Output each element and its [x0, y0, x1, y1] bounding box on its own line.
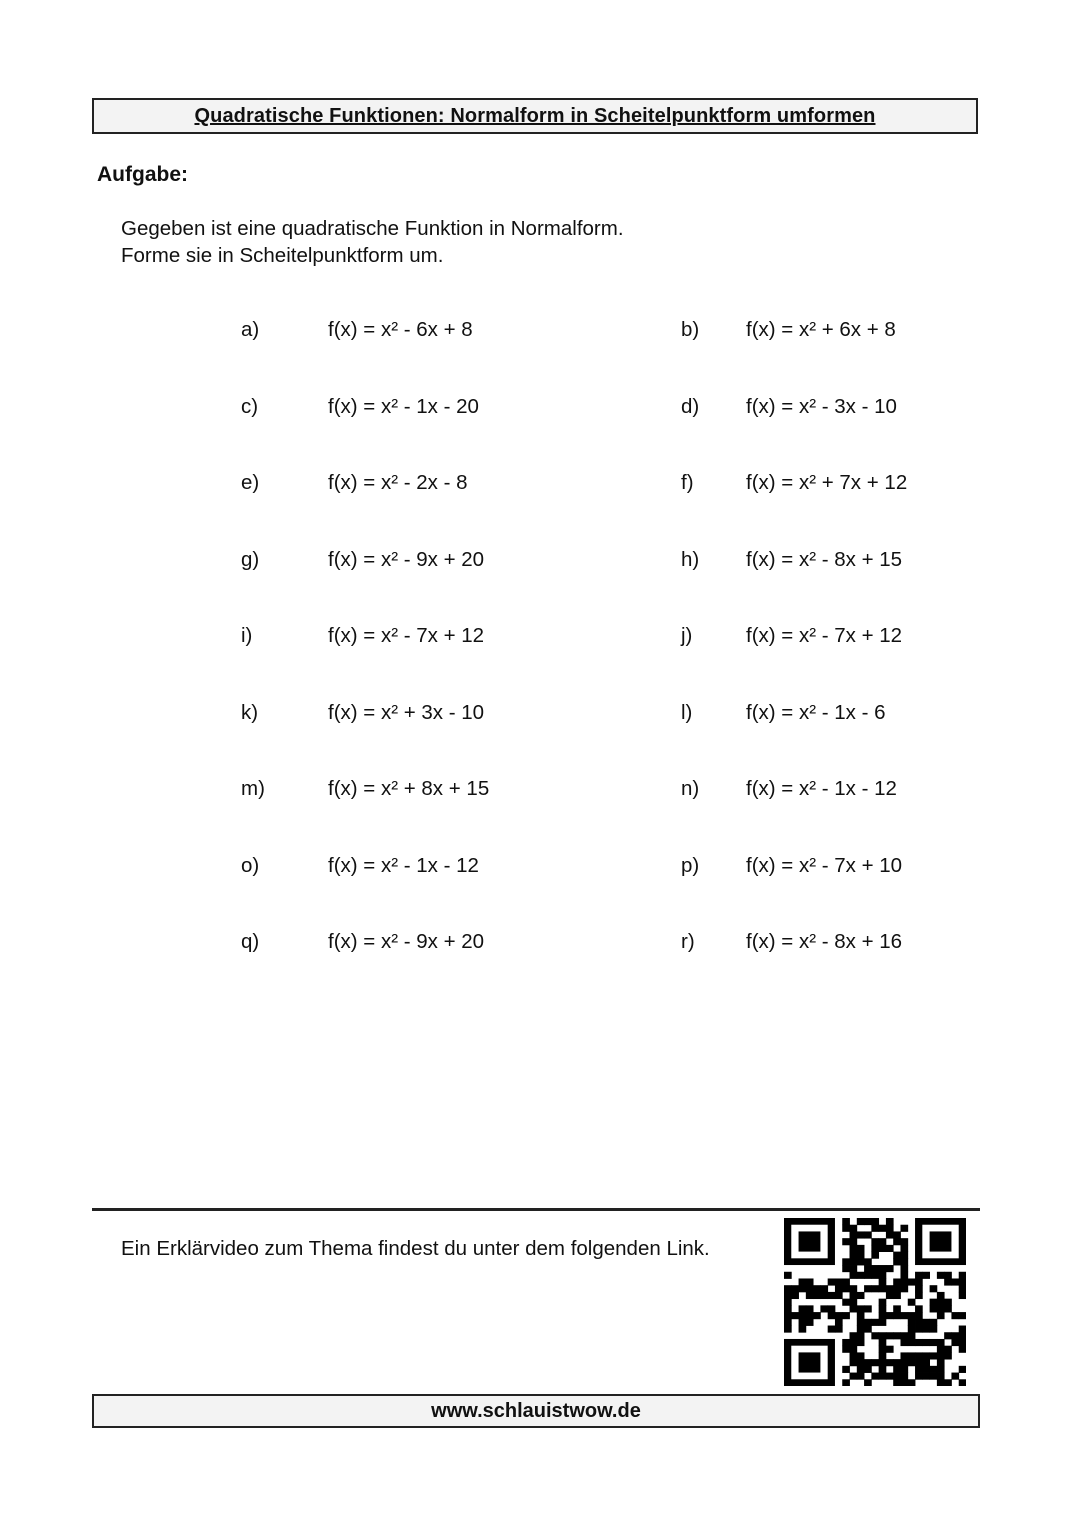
exercise-label: j): [681, 624, 693, 647]
footer-divider: [92, 1208, 980, 1211]
exercise-label: g): [241, 547, 260, 571]
instruction-line-1: Gegeben ist eine quadratische Funktion in Normalform.: [121, 217, 624, 240]
exercise-formula: f(x) = x² + 7x + 12: [746, 471, 908, 494]
page-title: Quadratische Funktionen: Normalform in Scheitelpunktform umformen: [194, 104, 876, 127]
exercise-formula: f(x) = x² - 7x + 10: [746, 853, 903, 877]
exercise-formula: f(x) = x² - 8x + 15: [746, 547, 903, 571]
exercise-formula: f(x) = x² - 1x - 6: [746, 700, 886, 724]
exercise-formula: f(x) = x² - 1x - 12: [328, 853, 479, 877]
exercise-label: h): [681, 547, 700, 571]
task-instructions: [121, 215, 624, 269]
qr-code-icon[interactable]: [784, 1218, 966, 1386]
exercise-formula: f(x) = x² - 7x + 12: [328, 624, 485, 647]
exercise-label: n): [681, 777, 700, 800]
exercise-label: e): [241, 471, 260, 494]
exercise-label: f): [681, 471, 694, 494]
exercise-formula: f(x) = x² - 3x - 10: [746, 394, 897, 418]
exercise-formula: f(x) = x² - 9x + 20: [328, 930, 485, 953]
exercise-label: p): [681, 853, 700, 877]
exercise-formula: f(x) = x² + 6x + 8: [746, 318, 896, 341]
exercise-label: o): [241, 853, 260, 877]
exercise-label: c): [241, 394, 259, 418]
exercise-formula: f(x) = x² - 1x - 20: [328, 394, 479, 418]
exercise-formula: f(x) = x² - 8x + 16: [746, 930, 903, 953]
exercise-label: k): [241, 700, 259, 724]
website-link[interactable]: www.schlauistwow.de: [431, 1399, 641, 1422]
task-heading: Aufgabe:: [97, 163, 188, 186]
title-box: [92, 98, 978, 134]
exercise-formula: f(x) = x² - 6x + 8: [328, 318, 473, 341]
exercise-label: d): [681, 394, 700, 418]
exercise-label: l): [681, 700, 693, 724]
video-hint: Ein Erklärvideo zum Thema findest du unter dem folgenden Link.: [121, 1237, 710, 1260]
exercise-label: i): [241, 624, 253, 647]
exercise-formula: f(x) = x² - 7x + 12: [746, 624, 903, 647]
instruction-line-2: Forme sie in Scheitelpunktform um.: [121, 244, 444, 267]
exercise-formula: f(x) = x² - 2x - 8: [328, 471, 468, 494]
exercise-label: r): [681, 930, 695, 953]
exercise-formula: f(x) = x² + 8x + 15: [328, 777, 490, 800]
exercise-label: b): [681, 318, 700, 341]
exercise-formula: f(x) = x² + 3x - 10: [328, 700, 485, 724]
exercise-label: m): [241, 777, 265, 800]
website-link-box[interactable]: [92, 1394, 980, 1428]
exercise-label: a): [241, 318, 260, 341]
exercise-formula: f(x) = x² - 1x - 12: [746, 777, 897, 800]
exercise-formula: f(x) = x² - 9x + 20: [328, 547, 485, 571]
exercise-label: q): [241, 930, 260, 953]
